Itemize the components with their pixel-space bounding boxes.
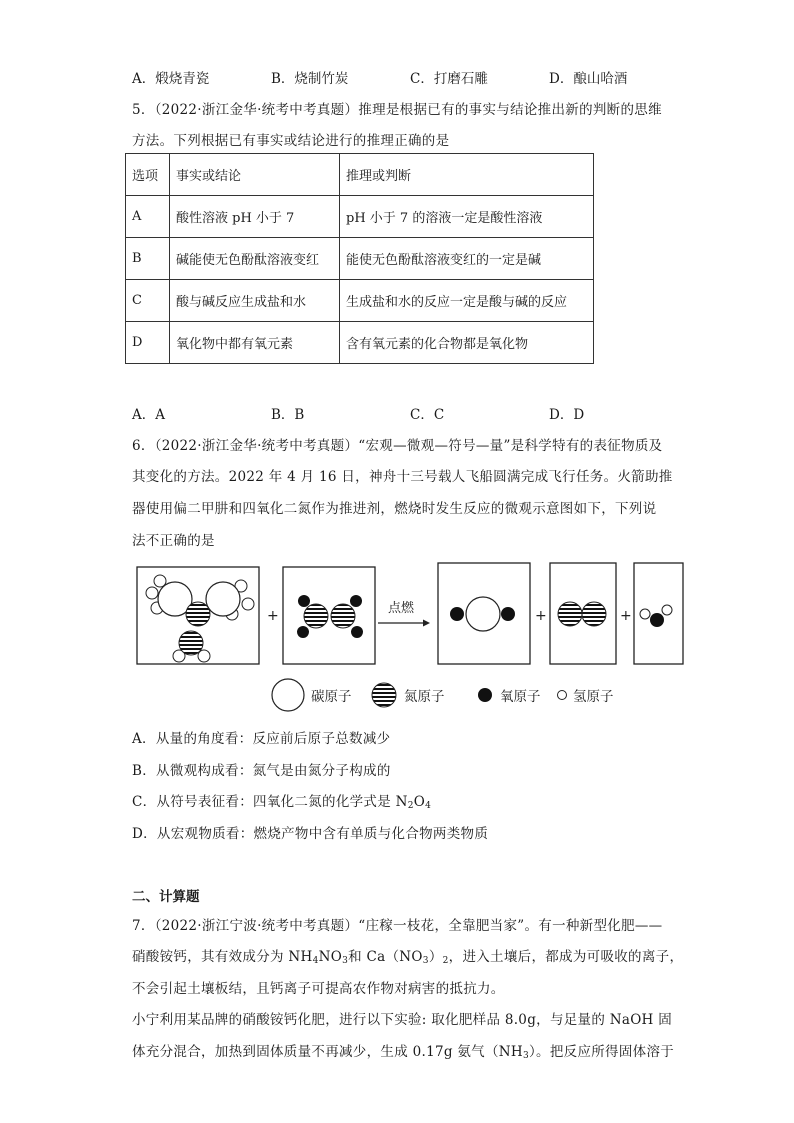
table-cell: 碱能使无色酚酞溶液变红 xyxy=(170,238,340,280)
nitrogen-atom xyxy=(179,631,203,655)
table-cell: 酸与碱反应生成盐和水 xyxy=(170,280,340,322)
table-cell: 含有氧元素的化合物都是氧化物 xyxy=(340,322,594,364)
plus-sign: + xyxy=(535,608,547,624)
legend-nitrogen-label: 氮原子 xyxy=(404,689,445,705)
section-title: 二、计算题 xyxy=(132,889,200,905)
q7-stem-line5: 体充分混合，加热到固体质量不再减少，生成 0.17g 氨气$(NH_3)$。把反应所得固体溶于 xyxy=(132,1044,675,1061)
table-header-cell: 选项 xyxy=(126,154,170,196)
table-cell: D xyxy=(126,322,170,364)
legend-nitrogen-icon xyxy=(372,683,396,707)
q5-stem-line2: 方法。下列根据已有事实或结论进行的推理正确的是 xyxy=(132,133,450,149)
q6-option-b: B．从微观构成看：氮气是由氮分子构成的 xyxy=(132,763,391,779)
table-cell: A xyxy=(126,196,170,238)
table-cell: 酸性溶液 pH 小于 7 xyxy=(170,196,340,238)
q5-option-d: D．D xyxy=(549,407,585,423)
q7-stem-line2: 硝酸铵钙，其有效成分为 $NH_4NO_3$和 $Ca(NO_3)_2$，进入土壤后，都成为可吸收的离子， xyxy=(132,949,684,966)
legend-hydrogen-label: 氢原子 xyxy=(573,689,614,705)
plus-sign: + xyxy=(267,608,279,624)
q6-option-c: C．从符号表征看：四氧化二氮的化学式是 $N_2O_4$ xyxy=(132,794,432,811)
table-header-cell: 事实或结论 xyxy=(170,154,340,196)
legend-carbon-icon xyxy=(272,679,304,711)
legend-oxygen-icon xyxy=(478,688,492,702)
q6-option-a: A．从量的角度看：反应前后原子总数减少 xyxy=(132,731,391,747)
q6-option-d: D．从宏观物质看：燃烧产物中含有单质与化合物两类物质 xyxy=(132,826,489,842)
legend-carbon-label: 碳原子 xyxy=(311,689,352,705)
nitrogen-atom xyxy=(186,602,210,626)
ignite-label: 点燃 xyxy=(388,601,415,616)
q7-stem-line3: 不会引起土壤板结，且钙离子可提高农作物对病害的抵抗力。 xyxy=(132,981,505,997)
plus-sign: + xyxy=(620,608,632,624)
table-header-cell: 推理或判断 xyxy=(340,154,594,196)
table-cell: C xyxy=(126,280,170,322)
table-cell: pH 小于 7 的溶液一定是酸性溶液 xyxy=(340,196,594,238)
q4-option-b: B．烧制竹炭 xyxy=(271,71,349,87)
q5-option-b: B．B xyxy=(271,407,305,423)
q5-option-c: C．C xyxy=(410,407,445,423)
legend xyxy=(272,679,614,711)
q6-stem-line4: 法不正确的是 xyxy=(132,533,215,549)
q7-stem-line1: 7．（2022·浙江宁波·统考中考真题）“庄稼一枝花，全靠肥当家”。有一种新型化肥—— xyxy=(132,918,663,934)
table-cell: B xyxy=(126,238,170,280)
q4-option-a: A．煅烧青瓷 xyxy=(132,71,210,87)
q6-stem-line1: 6．（2022·浙江金华·统考中考真题）“宏观—微观—符号—量”是科学特有的表征物质及 xyxy=(132,438,663,454)
legend-oxygen-label: 氧原子 xyxy=(500,689,541,705)
q4-option-c: C．打磨石雕 xyxy=(410,71,488,87)
carbon-atom xyxy=(206,582,240,616)
q6-stem-line3: 器使用偏二甲肼和四氧化二氮作为推进剂，燃烧时发生反应的微观示意图如下，下列说 xyxy=(132,501,657,517)
table-cell: 生成盐和水的反应一定是酸与碱的反应 xyxy=(340,280,594,322)
q7-stem-line4: 小宁利用某品牌的硝酸铵钙化肥，进行以下实验: 取化肥样品 8.0g，与足量的 NaOH 固 xyxy=(132,1012,673,1028)
reactant-box-2 xyxy=(283,567,375,664)
table-cell: 能使无色酚酞溶液变红的一定是碱 xyxy=(340,238,594,280)
q5-option-a: A．A xyxy=(132,407,165,423)
q5-stem-line1: 5．（2022·浙江金华·统考中考真题）推理是根据已有的事实与结论推出新的判断的思维 xyxy=(132,102,662,118)
q6-stem-line2: 其变化的方法。2022 年 4 月 16 日，神舟十三号载人飞船圆满完成飞行任务。火箭助推 xyxy=(132,469,673,485)
legend-hydrogen-icon xyxy=(558,691,567,700)
q4-option-d: D．酿山哈酒 xyxy=(549,71,628,87)
table-cell: 氧化物中都有氧元素 xyxy=(170,322,340,364)
